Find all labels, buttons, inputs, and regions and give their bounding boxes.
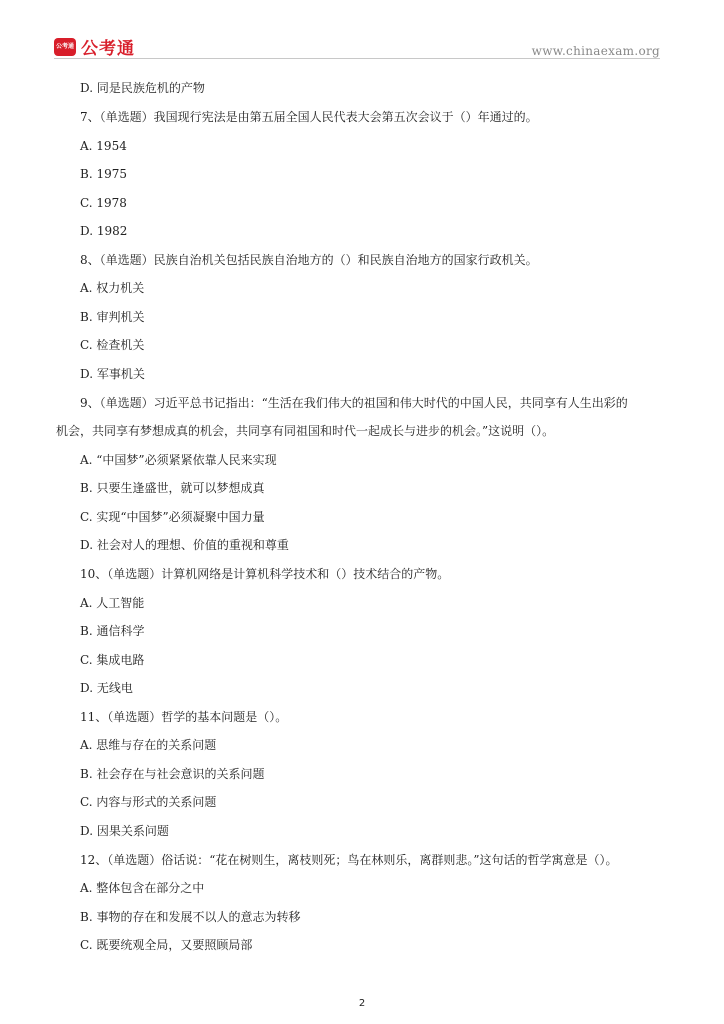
option-7a: A. 1954 (80, 139, 127, 153)
option-12a: A. 整体包含在部分之中 (80, 881, 205, 895)
option-11d: D. 因果关系问题 (80, 824, 169, 838)
question-10: 10、（单选题）计算机网络是计算机科学技术和（）技术结合的产物。 (80, 567, 450, 581)
option-8a: A. 权力机关 (80, 281, 145, 295)
option-9a: A. “中国梦”必须紧紧依靠人民来实现 (80, 453, 277, 467)
option-11a: A. 思维与存在的关系问题 (80, 738, 217, 752)
logo-badge-icon: 公考通 (54, 38, 76, 56)
option-9c: C. 实现“中国梦”必须凝聚中国力量 (80, 510, 265, 524)
option-8b: B. 审判机关 (80, 310, 145, 324)
option-11b: B. 社会存在与社会意识的关系问题 (80, 767, 265, 781)
option-9d: D. 社会对人的理想、价值的重视和尊重 (80, 538, 289, 552)
question-9: 9、（单选题）习近平总书记指出：“生活在我们伟大的祖国和伟大时代的中国人民，共同享有人生出彩的 (80, 396, 628, 410)
option-8d: D. 军事机关 (80, 367, 145, 381)
option-10d: D. 无线电 (80, 681, 133, 695)
logo[interactable] (54, 34, 135, 59)
question-9-continued: 机会，共同享有梦想成真的机会，共同享有同祖国和时代一起成长与进步的机会。”这说明（）。 (56, 424, 555, 438)
option-7c: C. 1978 (80, 196, 127, 210)
page-header (0, 0, 724, 60)
question-12: 12、（单选题）俗话说：“花在树则生，离枝则死；鸟在林则乐，离群则悲。”这句话的哲学寓意是（）。 (80, 853, 618, 867)
question-11: 11、（单选题）哲学的基本问题是（）。 (80, 710, 288, 724)
logo-text: 公考通 (81, 39, 135, 59)
question-8: 8、（单选题）民族自治机关包括民族自治地方的（）和民族自治地方的国家行政机关。 (80, 253, 538, 267)
site-url[interactable]: www.chinaexam.org (531, 44, 660, 58)
option-7b: B. 1975 (80, 167, 127, 181)
option-10c: C. 集成电路 (80, 653, 145, 667)
option-12b: B. 事物的存在和发展不以人的意志为转移 (80, 910, 301, 924)
option-7d: D. 1982 (80, 224, 128, 238)
option-10b: B. 通信科学 (80, 624, 145, 638)
option-11c: C. 内容与形式的关系问题 (80, 795, 217, 809)
option-10a: A. 人工智能 (80, 596, 145, 610)
question-7: 7、（单选题）我国现行宪法是由第五届全国人民代表大会第五次会议于（）年通过的。 (80, 110, 538, 124)
option-12c: C. 既要统观全局，又要照顾局部 (80, 938, 253, 952)
header-divider (54, 58, 660, 59)
option-6d: D. 同是民族危机的产物 (80, 81, 205, 95)
option-9b: B. 只要生逢盛世，就可以梦想成真 (80, 481, 265, 495)
option-8c: C. 检查机关 (80, 338, 145, 352)
page-number: 2 (358, 998, 366, 1009)
